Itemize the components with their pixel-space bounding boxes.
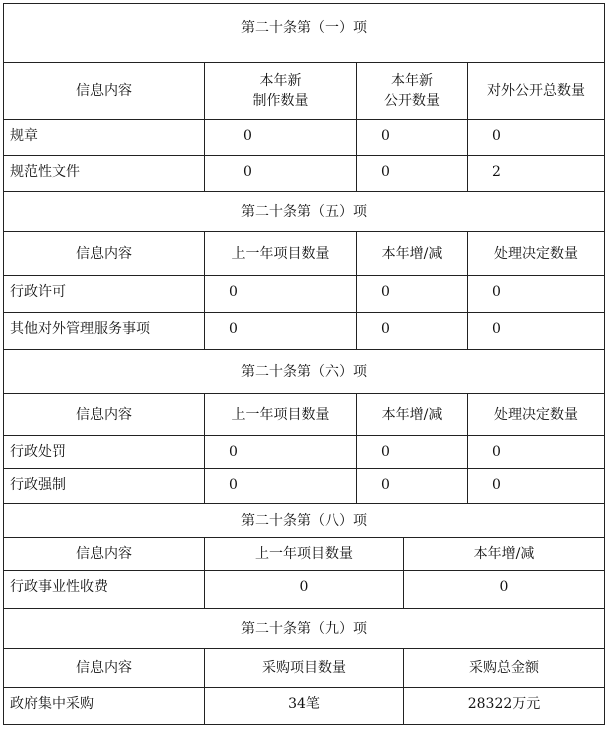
table-row — [4, 469, 605, 504]
cell-value: 0 — [357, 469, 468, 504]
cell-value: 0 — [205, 313, 357, 350]
row-label: 政府集中采购 — [4, 688, 205, 725]
cell-value: 0 — [357, 313, 468, 350]
cell-value: 0 — [357, 436, 468, 469]
column-header: 对外公开总数量 — [468, 63, 605, 120]
table-row — [4, 436, 605, 469]
column-header: 信息内容 — [4, 232, 205, 276]
section-title: 第二十条第（九）项 — [4, 609, 605, 649]
cell-value: 0 — [468, 436, 605, 469]
row-label: 其他对外管理服务事项 — [4, 313, 205, 350]
table-row — [4, 313, 605, 350]
cell-value: 0 — [205, 436, 357, 469]
row-label: 行政许可 — [4, 276, 205, 313]
disclosure-table — [3, 3, 605, 725]
column-header: 上一年项目数量 — [205, 394, 357, 436]
cell-value: 0 — [468, 120, 605, 156]
table-row — [4, 688, 605, 725]
column-header: 信息内容 — [4, 63, 205, 120]
section-title: 第二十条第（五）项 — [4, 192, 605, 232]
section-title: 第二十条第（一）项 — [4, 4, 605, 63]
table-row — [4, 571, 605, 609]
column-header: 处理决定数量 — [468, 232, 605, 276]
section-title: 第二十条第（八）项 — [4, 504, 605, 538]
row-label: 行政强制 — [4, 469, 205, 504]
cell-value: 0 — [468, 276, 605, 313]
cell-value: 34笔 — [205, 688, 404, 725]
column-header: 上一年项目数量 — [205, 232, 357, 276]
section-title: 第二十条第（六）项 — [4, 350, 605, 394]
table-row — [4, 276, 605, 313]
column-header: 信息内容 — [4, 394, 205, 436]
row-label: 规范性文件 — [4, 156, 205, 192]
cell-value: 0 — [205, 156, 357, 192]
column-header: 上一年项目数量 — [205, 538, 404, 571]
cell-value: 0 — [205, 571, 404, 609]
cell-value: 28322万元 — [404, 688, 605, 725]
cell-value: 0 — [468, 469, 605, 504]
cell-value: 0 — [357, 156, 468, 192]
row-label: 行政事业性收费 — [4, 571, 205, 609]
cell-value: 0 — [205, 469, 357, 504]
column-header: 本年增/减 — [404, 538, 605, 571]
column-header: 采购项目数量 — [205, 649, 404, 688]
column-header: 信息内容 — [4, 649, 205, 688]
column-header: 处理决定数量 — [468, 394, 605, 436]
table-row — [4, 156, 605, 192]
cell-value: 0 — [205, 276, 357, 313]
cell-value: 0 — [357, 120, 468, 156]
column-header: 本年增/减 — [357, 232, 468, 276]
row-label: 规章 — [4, 120, 205, 156]
cell-value: 0 — [404, 571, 605, 609]
column-header: 信息内容 — [4, 538, 205, 571]
row-label: 行政处罚 — [4, 436, 205, 469]
column-header: 本年新 制作数量 — [205, 63, 357, 120]
cell-value: 0 — [468, 313, 605, 350]
cell-value: 0 — [357, 276, 468, 313]
column-header: 采购总金额 — [404, 649, 605, 688]
cell-value: 0 — [205, 120, 357, 156]
column-header: 本年新 公开数量 — [357, 63, 468, 120]
cell-value: 2 — [468, 156, 605, 192]
table-row — [4, 120, 605, 156]
column-header: 本年增/减 — [357, 394, 468, 436]
